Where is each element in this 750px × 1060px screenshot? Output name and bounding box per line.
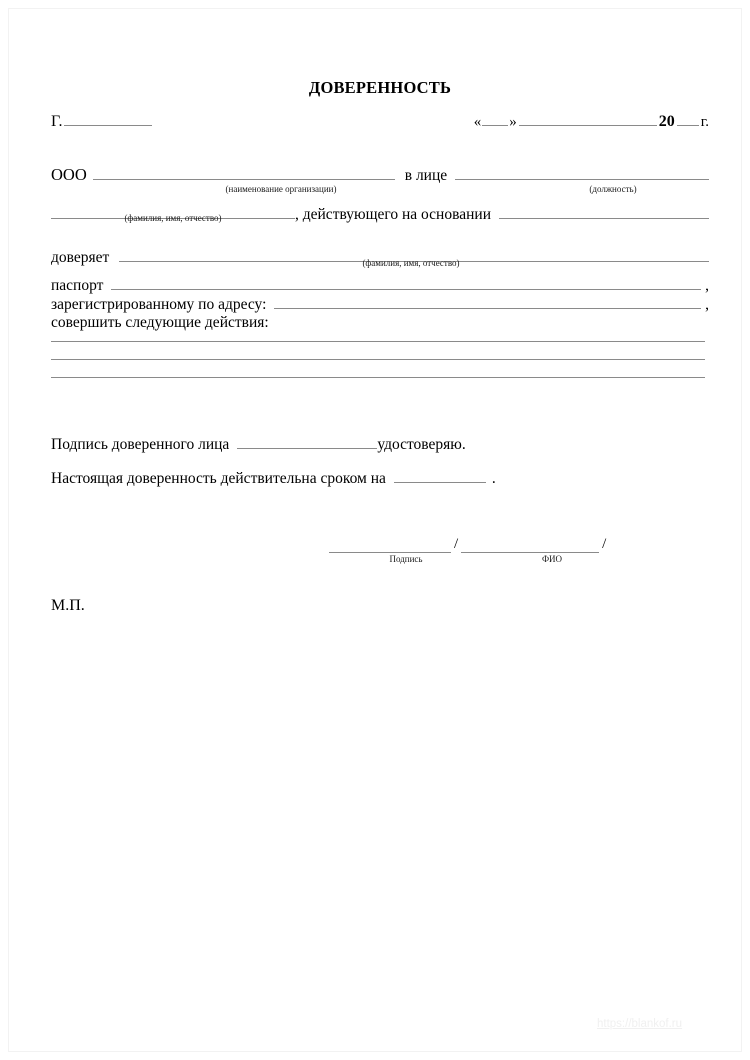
date-year-input-line[interactable] [677, 125, 699, 126]
organization-type-label: ООО [51, 165, 87, 184]
entrusts-label: доверяет [51, 249, 110, 266]
validity-term-period: . [491, 470, 496, 487]
signature-certification-row [51, 437, 466, 453]
actions-input-line-1[interactable] [51, 341, 705, 342]
passport-input-line[interactable] [111, 289, 701, 290]
passport-row [51, 278, 709, 294]
date-line [474, 114, 709, 130]
in-person-label: в лице [404, 167, 448, 184]
actions-input-line-2[interactable] [51, 359, 705, 360]
page-title: ДОВЕРЕННОСТЬ [308, 78, 452, 97]
organization-row [51, 167, 709, 184]
registration-address-input-line[interactable] [274, 308, 701, 309]
validity-term-input-line[interactable] [394, 482, 486, 483]
organization-name-input-line[interactable] [93, 179, 395, 180]
document-page [8, 8, 742, 1052]
fullname-input-line[interactable] [461, 552, 599, 553]
caption-signature-fullname: ФИО [541, 554, 563, 564]
position-input-line[interactable] [455, 179, 709, 180]
caption-position: (должность) [589, 184, 637, 194]
year-suffix: г. [700, 114, 709, 130]
slash-separator-2: / [602, 536, 607, 552]
passport-label: паспорт [51, 277, 104, 294]
address-comma: , [705, 296, 709, 313]
quote-open: « [473, 114, 482, 130]
caption-attorney-fullname: (фамилия, имя, отчество) [362, 258, 460, 268]
caption-organization-name: (наименование организации) [225, 184, 337, 194]
signature-block [329, 537, 649, 567]
watermark-url: https://blankof.ru [597, 1018, 683, 1030]
caption-signature: Подпись [389, 554, 423, 564]
date-month-input-line[interactable] [519, 125, 657, 126]
quote-close: » [509, 114, 517, 130]
actions-input-line-3[interactable] [51, 377, 705, 378]
city-and-date-row [51, 114, 709, 130]
city-input-line[interactable] [64, 125, 152, 126]
signature-certification-label: Подпись доверенного лица [51, 436, 230, 453]
slash-separator-1: / [454, 536, 459, 552]
basis-label: , действующего на основании [295, 206, 491, 223]
signature-input-line[interactable] [329, 552, 451, 553]
year-prefix: 20 [658, 113, 675, 130]
city-label: Г. [51, 113, 63, 130]
signature-certification-suffix: удостоверяю. [377, 436, 466, 453]
registration-address-row [51, 297, 709, 313]
basis-input-line[interactable] [499, 218, 709, 219]
signature-lines-row [329, 537, 649, 553]
validity-term-label: Настоящая доверенность действительна сроком на [51, 470, 386, 487]
validity-term-row [51, 471, 496, 487]
passport-comma: , [705, 277, 709, 294]
stamp-place-label: М.П. [51, 597, 85, 614]
organization-captions [51, 185, 709, 197]
date-day-input-line[interactable] [482, 125, 508, 126]
signature-captions [329, 555, 649, 567]
signature-certification-input-line[interactable] [237, 448, 377, 449]
registration-address-label: зарегистрированному по адресу: [51, 296, 267, 313]
actions-label: совершить следующие действия: [51, 314, 269, 331]
caption-representative-fullname: (фамилия, имя, отчество) [124, 213, 222, 223]
